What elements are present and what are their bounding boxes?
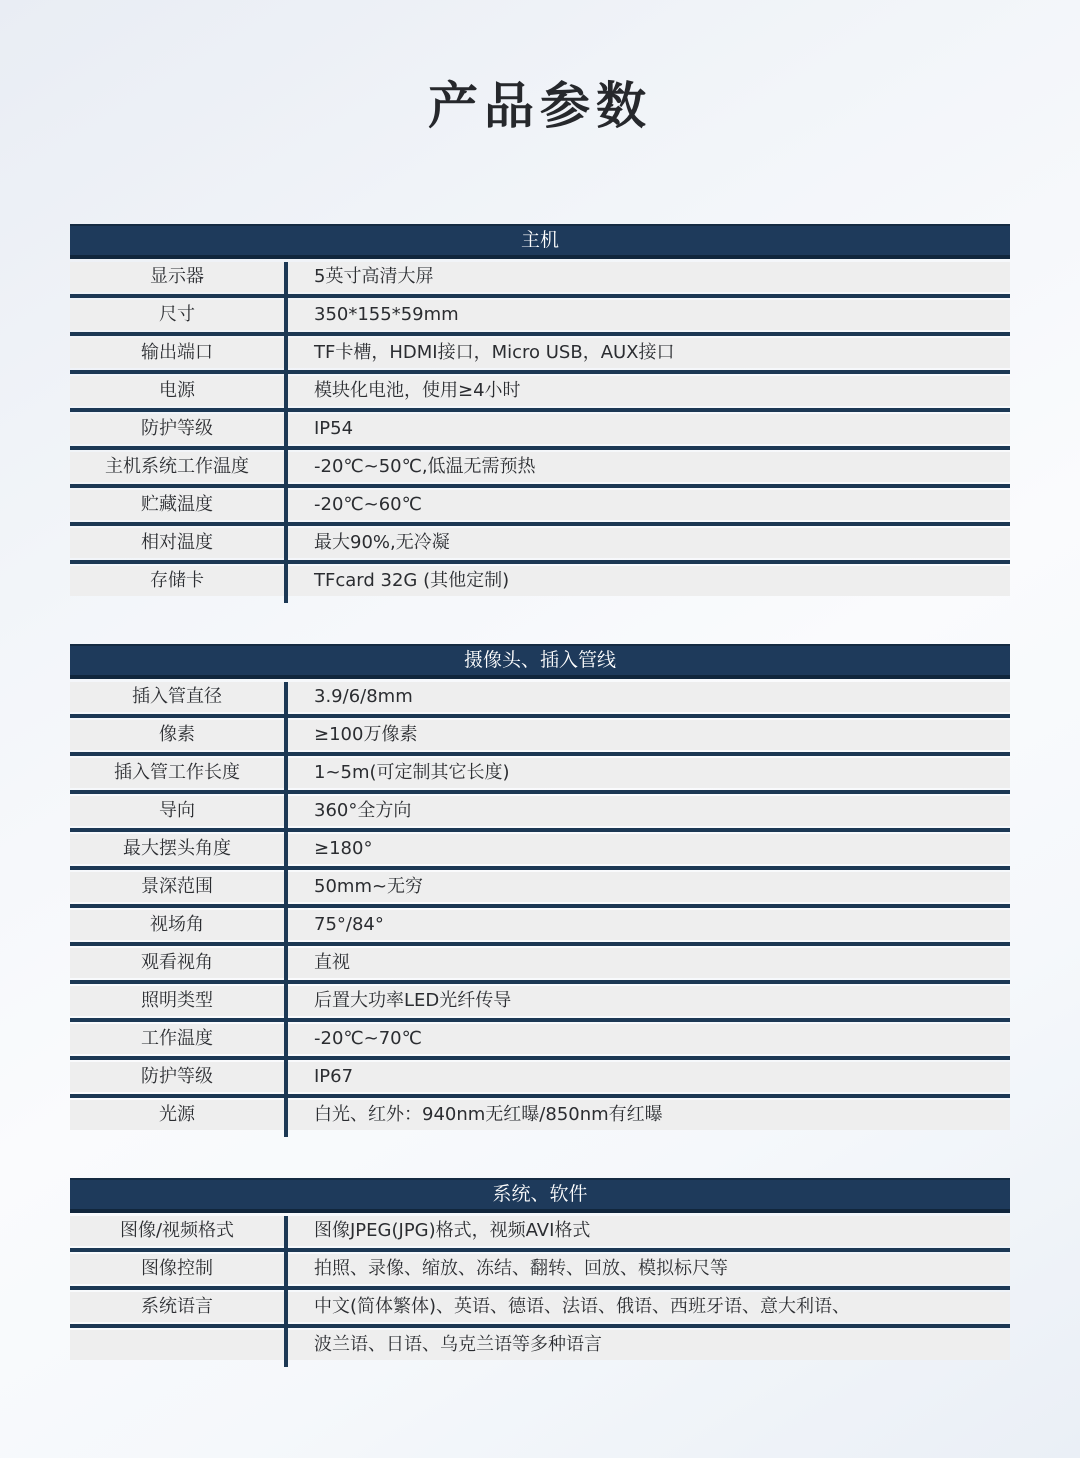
table-body (70, 1216, 1010, 1360)
spec-label: 导向 (159, 800, 195, 821)
table-row (70, 758, 1010, 788)
table-row (70, 986, 1010, 1016)
row-separator (70, 790, 1010, 794)
row-separator (70, 370, 1010, 374)
spec-value: 模块化电池，使用≥4小时 (314, 380, 521, 401)
table-row (70, 796, 1010, 826)
table-header: 系统、软件 (70, 1178, 1010, 1213)
spec-label: 系统语言 (141, 1296, 213, 1317)
spec-value: 50mm~无穷 (314, 876, 424, 897)
spec-value: TF卡槽，HDMI接口，Micro USB，AUX接口 (314, 342, 675, 363)
spec-value: ≥180° (314, 838, 373, 859)
spec-label: 防护等级 (141, 418, 213, 439)
row-separator (70, 522, 1010, 526)
table-row (70, 566, 1010, 596)
column-divider (284, 1216, 288, 1367)
spec-label: 图像控制 (141, 1258, 213, 1279)
spec-label: 防护等级 (141, 1066, 213, 1087)
row-separator (70, 1248, 1010, 1252)
row-separator (70, 1324, 1010, 1328)
spec-label: 显示器 (150, 266, 204, 287)
spec-value: ≥100万像素 (314, 724, 418, 745)
row-separator (70, 332, 1010, 336)
table-row (70, 262, 1010, 292)
table-row (70, 1330, 1010, 1360)
spec-table-camera (70, 644, 1010, 1130)
spec-value: -20℃~60℃ (314, 494, 422, 515)
row-separator (70, 1094, 1010, 1098)
spec-value: -20℃~70℃ (314, 1028, 422, 1049)
row-separator (70, 484, 1010, 488)
row-separator (70, 980, 1010, 984)
table-row (70, 452, 1010, 482)
spec-value: 后置大功率LED光纤传导 (314, 990, 512, 1011)
spec-label: 视场角 (150, 914, 204, 935)
spec-value: 350*155*59mm (314, 304, 459, 325)
spec-value: 360°全方向 (314, 800, 412, 821)
spec-value: 白光、红外：940nm无红曝/850nm有红曝 (314, 1104, 663, 1125)
table-row (70, 490, 1010, 520)
table-row (70, 414, 1010, 444)
spec-label: 输出端口 (141, 342, 213, 363)
table-row (70, 376, 1010, 406)
column-divider (284, 682, 288, 1137)
table-header: 主机 (70, 224, 1010, 259)
spec-value: TFcard 32G (其他定制) (314, 570, 510, 591)
table-row (70, 834, 1010, 864)
table-row (70, 300, 1010, 330)
spec-label: 光源 (159, 1104, 195, 1125)
table-body (70, 262, 1010, 596)
spec-label: 观看视角 (141, 952, 213, 973)
spec-value: 拍照、录像、缩放、冻结、翻转、回放、模拟标尺等 (314, 1258, 728, 1279)
row-separator (70, 714, 1010, 718)
row-separator (70, 446, 1010, 450)
spec-label: 照明类型 (141, 990, 213, 1011)
spec-label: 插入管直径 (132, 686, 222, 707)
row-separator (70, 560, 1010, 564)
spec-value: 中文(简体繁体)、英语、德语、法语、俄语、西班牙语、意大利语、 (314, 1296, 851, 1317)
spec-value: 5英寸高清大屏 (314, 266, 434, 287)
row-separator (70, 408, 1010, 412)
row-separator (70, 1286, 1010, 1290)
table-row (70, 720, 1010, 750)
row-separator (70, 752, 1010, 756)
row-separator (70, 866, 1010, 870)
spec-value: IP54 (314, 418, 354, 439)
spec-label: 最大摆头角度 (123, 838, 231, 859)
spec-value: 最大90%,无冷凝 (314, 532, 450, 553)
spec-value: -20℃~50℃,低温无需预热 (314, 456, 536, 477)
spec-value: 3.9/6/8mm (314, 686, 413, 707)
spec-label: 相对温度 (141, 532, 213, 553)
table-row (70, 338, 1010, 368)
spec-label: 存储卡 (150, 570, 204, 591)
spec-label: 主机系统工作温度 (105, 456, 249, 477)
spec-table-software (70, 1178, 1010, 1360)
table-row (70, 1024, 1010, 1054)
row-separator (70, 1018, 1010, 1022)
spec-label: 尺寸 (159, 304, 195, 325)
table-row (70, 682, 1010, 712)
spec-label: 图像/视频格式 (119, 1220, 235, 1241)
table-header: 摄像头、插入管线 (70, 644, 1010, 679)
spec-value: 直视 (314, 952, 350, 973)
spec-value: 波兰语、日语、乌克兰语等多种语言 (314, 1334, 602, 1355)
column-divider (284, 262, 288, 603)
spec-table-host (70, 224, 1010, 596)
spec-value: 图像JPEG(JPG)格式，视频AVI格式 (314, 1220, 591, 1241)
table-row (70, 872, 1010, 902)
spec-label: 像素 (159, 724, 195, 745)
spec-value: 1~5m(可定制其它长度) (314, 762, 510, 783)
row-separator (70, 828, 1010, 832)
table-row (70, 528, 1010, 558)
row-separator (70, 942, 1010, 946)
spec-value: IP67 (314, 1066, 354, 1087)
table-row (70, 1216, 1010, 1246)
spec-label: 插入管工作长度 (114, 762, 240, 783)
spec-label: 贮藏温度 (141, 494, 213, 515)
spec-label (70, 1330, 284, 1360)
spec-value: 75°/84° (314, 914, 384, 935)
table-body (70, 682, 1010, 1130)
spec-label: 景深范围 (141, 876, 213, 897)
table-row (70, 1292, 1010, 1322)
spec-label: 电源 (159, 380, 195, 401)
row-separator (70, 294, 1010, 298)
row-separator (70, 1056, 1010, 1060)
table-row (70, 910, 1010, 940)
row-separator (70, 904, 1010, 908)
table-row (70, 1062, 1010, 1092)
table-row (70, 948, 1010, 978)
table-row (70, 1254, 1010, 1284)
table-row (70, 1100, 1010, 1130)
spec-label: 工作温度 (141, 1028, 213, 1049)
page-title: 产品参数 (428, 77, 652, 135)
